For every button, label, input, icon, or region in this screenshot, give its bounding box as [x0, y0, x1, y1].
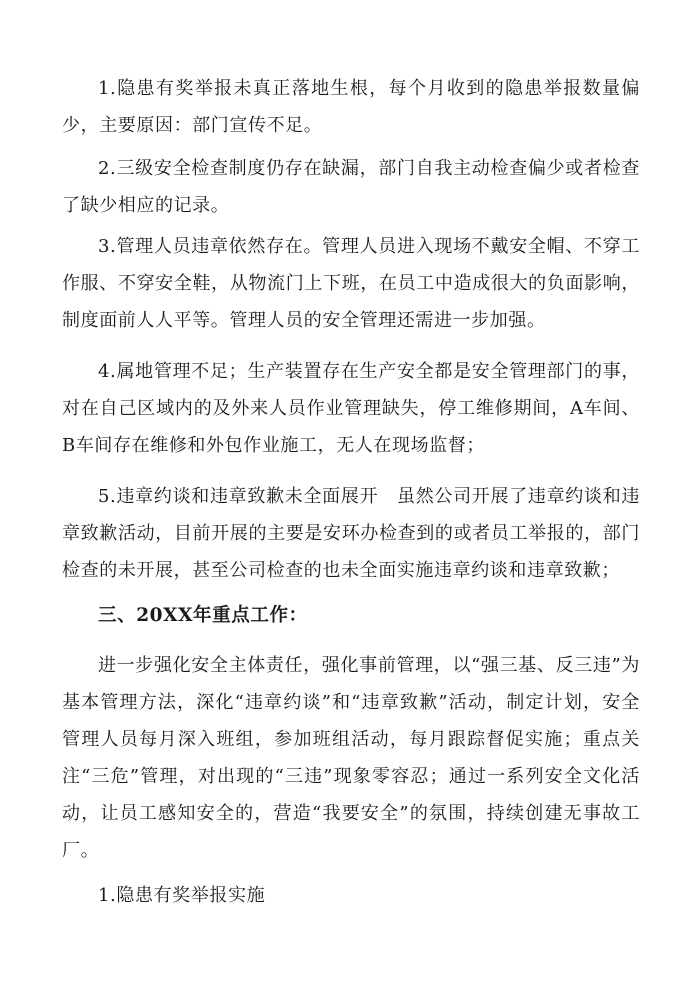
paragraph-hazard-reporting: 1.隐患有奖举报未真正落地生根，每个月收到的隐患举报数量偏少，主要原因：部门宣传不足。: [62, 78, 640, 136]
paragraph-management-violations: 3.管理人员违章依然存在。管理人员进入现场不戴安全帽、不穿工作服、不穿安全鞋，从物流门上下班，在员工中造成很大的负面影响，制度面前人人平等。管理人员的安全管理还需进一步加强。: [62, 236, 640, 331]
paragraph-violation-interviews: 5.违章约谈和违章致歉未全面展开 虽然公司开展了违章约谈和违章致歉活动，目前开展的主要是安环办检查到的或者员工举报的，部门检查的未开展，甚至公司检查的也未全面实施违章约谈和违章致歉；: [62, 486, 640, 581]
paragraph-safety-inspection: 2.三级安全检查制度仍存在缺漏，部门自我主动检查偏少或者检查了缺少相应的记录。: [62, 158, 640, 216]
section-heading-key-work: 三、20XX年重点工作：: [98, 605, 308, 626]
subheading-hazard-reporting-implementation: 1.隐患有奖举报实施: [98, 885, 266, 906]
paragraph-territorial-management: 4.属地管理不足；生产装置存在生产安全都是安全管理部门的事，对在自己区域内的及外来人员作业管理缺失，停工维修期间，A车间、B车间存在维修和外包作业施工，无人在现场监督；: [62, 361, 640, 456]
paragraph-key-work-body: 进一步强化安全主体责任，强化事前管理，以“强三基、反三违”为基本管理方法，深化“违章约谈”和“违章致歉”活动，制定计划，安全管理人员每月深入班组，参加班组活动，每月跟踪督促实施；重点关注“三危”管理，对出现的“三违”现象零容忍；通过一系列安全文化活动，让员工感知安全的，营造“我要安全”的氛围，持续创建无事故工厂。: [62, 655, 640, 861]
